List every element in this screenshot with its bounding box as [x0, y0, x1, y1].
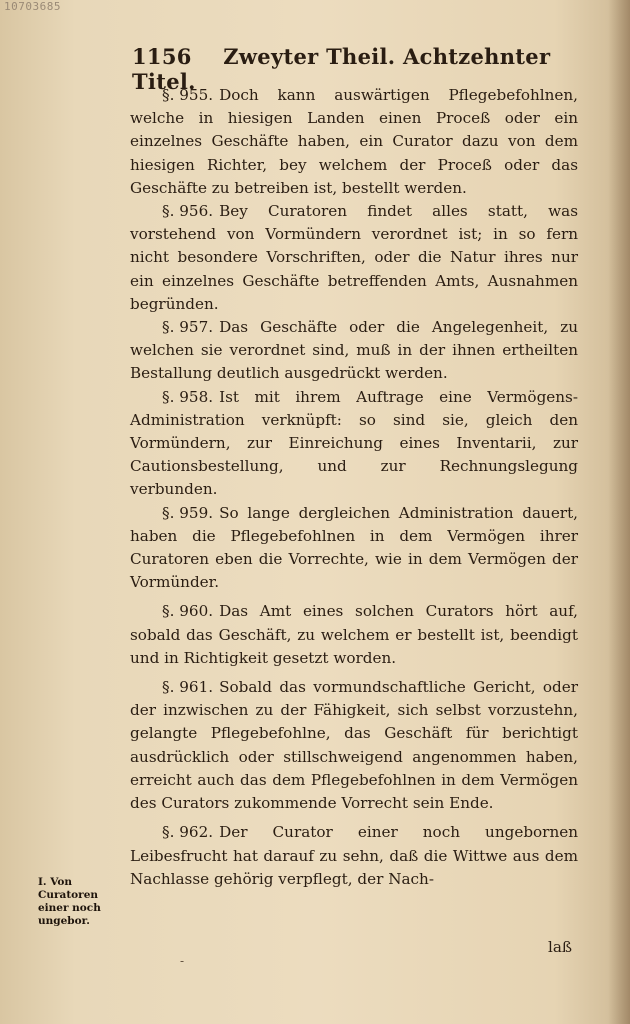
paragraph-text: Bey Curatoren findet alles statt, was vorstehend von Vormündern verordnet ist; in so fern nicht besondere Vorschriften, oder die Natur ihres nur ein einzelnes Geschäfte betreffenden Amts, Ausnahmen begründen. [130, 202, 578, 313]
paragraph-text: Das Geschäfte oder die Angelegenheit, zu welchen sie verordnet sind, muß in der ihnen ertheilten Bestallung deutlich ausgedrückt werden. [130, 318, 578, 383]
section-number: §. 960. [162, 602, 214, 621]
paragraph-957 [130, 316, 578, 386]
paragraph-958 [130, 386, 578, 502]
section-number: §. 961. [162, 678, 214, 697]
page-number: 1156 [132, 44, 192, 69]
page-title: Zweyter Theil. Achtzehnter Titel. [132, 44, 551, 94]
margin-note: I. Von Curatoren einer noch ungebor. [38, 876, 101, 927]
paragraph-text: So lange dergleichen Administration dauert, haben die Pflegebefohlnen in dem Vermögen ihrer Curatoren eben die Vorrechte, wie in dem Vermögen der Vormünder. [130, 503, 578, 592]
paragraph-text: Doch kann auswärtigen Pflegebefohlnen, welche in hiesigen Landen einen Proceß oder ein einzelnes Geschäfte haben, ein Curator dazu von dem hiesigen Richter, bey welchem der Proceß oder das Geschäfte zu betreiben ist, bestellt werden. [130, 86, 578, 197]
paragraph-962 [130, 821, 578, 891]
section-number: §. 956. [162, 202, 214, 221]
page-spine-shadow [608, 0, 630, 1024]
section-number: §. 957. [162, 318, 214, 337]
paragraph-text: Ist mit ihrem Auftrage eine Vermögens-Administration verknüpft: so sind sie, gleich den Vormündern, zur Einreichung eines Inventarii, zur Cautionsbestellung, und zur Rechnungslegung verbunden. [130, 387, 578, 499]
section-number: §. 958. [162, 387, 214, 406]
library-stamp: 10703685 [4, 0, 61, 13]
paragraph-955 [130, 84, 578, 200]
paragraph-959 [130, 502, 578, 595]
paragraph-956 [130, 200, 578, 316]
catchword: laß [548, 938, 573, 956]
section-number: §. 955. [162, 86, 214, 104]
section-number: §. 962. [162, 823, 214, 842]
footer-mark: - [180, 954, 185, 968]
paragraph-text: Sobald das vormundschaftliche Gericht, oder der inzwischen zu der Fähigkeit, sich selbst vorzustehn, gelangte Pflegebefohlne, das Geschäft für berichtigt ausdrücklich oder stillschweigend angenommen haben, erreicht auch das dem Pflegebefohlnen in dem Vermögen des Curators zukommende Vorrecht sein Ende. [130, 678, 578, 813]
paragraph-text: Der Curator einer noch ungebornen Leibesfrucht hat darauf zu sehn, daß die Wittwe aus dem Nachlasse gehörig verpflegt, der Nach- [130, 823, 578, 888]
paragraph-961 [130, 676, 578, 815]
section-number: §. 959. [162, 503, 214, 522]
paragraph-text: Das Amt eines solchen Curators hört auf, sobald das Geschäft, zu welchem er bestellt ist, beendigt und in Richtigkeit gesetzt worden. [130, 602, 578, 667]
text-body [130, 84, 578, 891]
paragraph-960 [130, 600, 578, 670]
